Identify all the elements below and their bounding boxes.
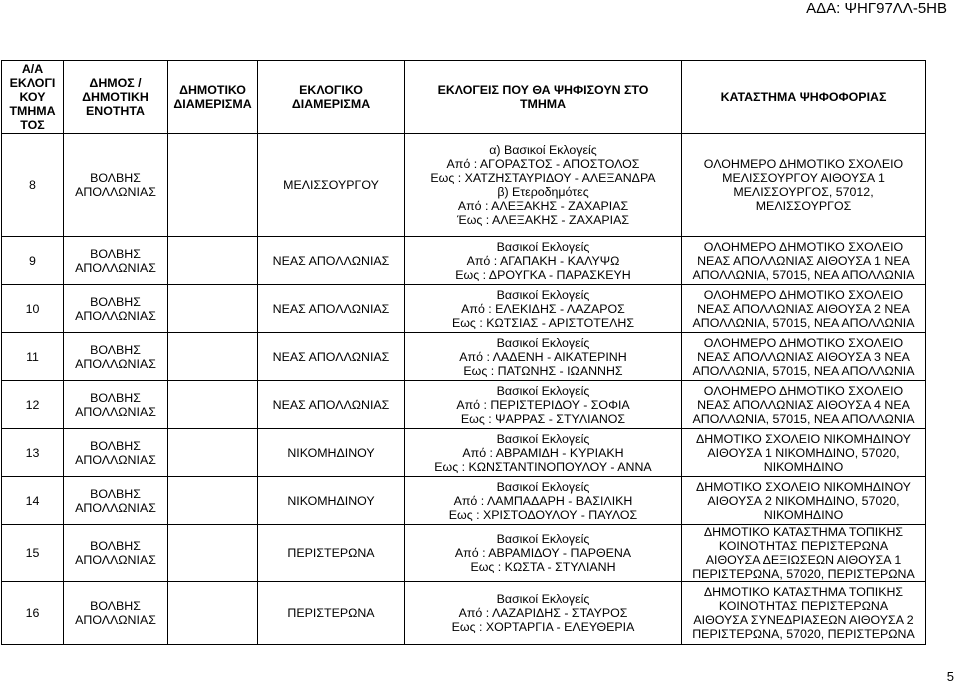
cell-electoral-district: ΜΕΛΙΣΣΟΥΡΓΟΥ [258,134,405,237]
table-row [2,237,926,285]
cell-voters: Βασικοί Εκλογείς Από : ΠΕΡΙΣΤΕΡΙΔΟΥ - ΣΟΦΙΑ Εως : ΨΑΡΡΑΣ - ΣΤΥΛΙΑΝΟΣ [405,381,682,429]
cell-voters: Βασικοί Εκλογείς Από : ΛΑΜΠΑΔΑΡΗ - ΒΑΣΙΛΙΚΗ Εως : ΧΡΙΣΤΟΔΟΥΛΟΥ - ΠΑΥΛΟΣ [405,477,682,525]
cell-electoral-district: ΝΕΑΣ ΑΠΟΛΛΩΝΙΑΣ [258,237,405,285]
cell-municipality: ΒΟΛΒΗΣ ΑΠΟΛΛΩΝΙΑΣ [64,237,168,285]
cell-aa: 12 [2,381,64,429]
cell-aa: 16 [2,582,64,645]
table-row [2,477,926,525]
cell-municipality: ΒΟΛΒΗΣ ΑΠΟΛΛΩΝΙΑΣ [64,285,168,333]
header-municipality: ΔΗΜΟΣ / ΔΗΜΟΤΙΚΗ ΕΝΟΤΗΤΑ [64,61,168,134]
cell-municipal-district [168,525,258,582]
header-municipal-district: ΔΗΜΟΤΙΚΟ ΔΙΑΜΕΡΙΣΜΑ [168,61,258,134]
cell-polling-station: ΔΗΜΟΤΙΚΟ ΣΧΟΛΕΙΟ ΝΙΚΟΜΗΔΙΝΟΥ ΑΙΘΟΥΣΑ 2 ΝΙΚΟΜΗΔΙΝΟ, 57020, ΝΙΚΟΜΗΔΙΝΟ [682,477,926,525]
cell-voters: Βασικοί Εκλογείς Από : ΑΒΡΑΜΙΔΟΥ - ΠΑΡΘΕΝΑ Εως : ΚΩΣΤΑ - ΣΤΥΛΙΑΝΗ [405,525,682,582]
cell-aa: 10 [2,285,64,333]
cell-municipality: ΒΟΛΒΗΣ ΑΠΟΛΛΩΝΙΑΣ [64,429,168,477]
cell-electoral-district: ΝΕΑΣ ΑΠΟΛΛΩΝΙΑΣ [258,333,405,381]
cell-municipality: ΒΟΛΒΗΣ ΑΠΟΛΛΩΝΙΑΣ [64,381,168,429]
cell-municipality: ΒΟΛΒΗΣ ΑΠΟΛΛΩΝΙΑΣ [64,525,168,582]
header-polling-station: ΚΑΤΑΣΤΗΜΑ ΨΗΦΟΦΟΡΙΑΣ [682,61,926,134]
cell-municipal-district [168,477,258,525]
header-aa: Α/Α ΕΚΛΟΓΙ ΚΟΥ ΤΜΗΜΑ ΤΟΣ [2,61,64,134]
cell-voters: Βασικοί Εκλογείς Από : ΑΒΡΑΜΙΔΗ - ΚΥΡΙΑΚΗ Εως : ΚΩΝΣΤΑΝΤΙΝΟΠΟΥΛΟΥ - ΑΝΝΑ [405,429,682,477]
cell-polling-station: ΟΛΟΗΜΕΡΟ ΔΗΜΟΤΙΚΟ ΣΧΟΛΕΙΟ ΝΕΑΣ ΑΠΟΛΛΩΝΙΑΣ ΑΙΘΟΥΣΑ 1 ΝΕΑ ΑΠΟΛΛΩΝΙΑ, 57015, ΝΕΑ ΑΠΟΛΛΩΝΙΑ [682,237,926,285]
cell-electoral-district: ΝΕΑΣ ΑΠΟΛΛΩΝΙΑΣ [258,285,405,333]
cell-polling-station: ΔΗΜΟΤΙΚΟ ΚΑΤΑΣΤΗΜΑ ΤΟΠΙΚΗΣ ΚΟΙΝΟΤΗΤΑΣ ΠΕΡΙΣΤΕΡΩΝΑ ΑΙΘΟΥΣΑ ΔΕΞΙΩΣΕΩΝ ΑΙΘΟΥΣΑ 1 ΠΕΡΙΣΤΕΡΩΝΑ, 57020, ΠΕΡΙΣΤΕΡΩΝΑ [682,525,926,582]
cell-aa: 15 [2,525,64,582]
cell-electoral-district: ΝΙΚΟΜΗΔΙΝΟΥ [258,429,405,477]
cell-voters: α) Βασικοί Εκλογείς Από : ΑΓΟΡΑΣΤΟΣ - ΑΠΟΣΤΟΛΟΣ Εως : ΧΑΤΖΗΣΤΑΥΡΙΔΟΥ - ΑΛΕΞΑΝΔΡΑ β) Ετεροδημότες Από : ΑΛΕΞΑΚΗΣ - ΖΑΧΑΡΙΑΣ Έως : ΑΛΕΞΑΚΗΣ - ΖΑΧΑΡΙΑΣ [405,134,682,237]
cell-aa: 13 [2,429,64,477]
cell-voters: Βασικοί Εκλογείς Από : ΑΓΑΠΑΚΗ - ΚΑΛΥΨΩ Εως : ΔΡΟΥΓΚΑ - ΠΑΡΑΣΚΕΥΗ [405,237,682,285]
cell-municipal-district [168,429,258,477]
table-row [2,134,926,237]
header-electoral-district: ΕΚΛΟΓΙΚΟ ΔΙΑΜΕΡΙΣΜΑ [258,61,405,134]
cell-electoral-district: ΝΙΚΟΜΗΔΙΝΟΥ [258,477,405,525]
polling-stations-table [1,60,926,645]
table-row [2,333,926,381]
cell-voters: Βασικοί Εκλογείς Από : ΕΛΕΚΙΔΗΣ - ΛΑΖΑΡΟΣ Εως : ΚΩΤΣΙΑΣ - ΑΡΙΣΤΟΤΕΛΗΣ [405,285,682,333]
table-row [2,525,926,582]
cell-electoral-district: ΠΕΡΙΣΤΕΡΩΝΑ [258,525,405,582]
table-row [2,381,926,429]
cell-municipal-district [168,582,258,645]
cell-polling-station: ΟΛΟΗΜΕΡΟ ΔΗΜΟΤΙΚΟ ΣΧΟΛΕΙΟ ΜΕΛΙΣΣΟΥΡΓΟΥ ΑΙΘΟΥΣΑ 1 ΜΕΛΙΣΣΟΥΡΓΟΣ, 57012, ΜΕΛΙΣΣΟΥΡΓΟΣ [682,134,926,237]
page-number: 5 [946,669,954,684]
cell-voters: Βασικοί Εκλογείς Από : ΛΑΔΕΝΗ - ΑΙΚΑΤΕΡΙΝΗ Εως : ΠΑΤΩΝΗΣ - ΙΩΑΝΝΗΣ [405,333,682,381]
cell-polling-station: ΔΗΜΟΤΙΚΟ ΣΧΟΛΕΙΟ ΝΙΚΟΜΗΔΙΝΟΥ ΑΙΘΟΥΣΑ 1 ΝΙΚΟΜΗΔΙΝΟ, 57020, ΝΙΚΟΜΗΔΙΝΟ [682,429,926,477]
cell-municipal-district [168,333,258,381]
cell-aa: 11 [2,333,64,381]
cell-voters: Βασικοί Εκλογείς Από : ΛΑΖΑΡΙΔΗΣ - ΣΤΑΥΡΟΣ Εως : ΧΟΡΤΑΡΓΙΑ - ΕΛΕΥΘΕΡΙΑ [405,582,682,645]
cell-polling-station: ΟΛΟΗΜΕΡΟ ΔΗΜΟΤΙΚΟ ΣΧΟΛΕΙΟ ΝΕΑΣ ΑΠΟΛΛΩΝΙΑΣ ΑΙΘΟΥΣΑ 2 ΝΕΑ ΑΠΟΛΛΩΝΙΑ, 57015, ΝΕΑ ΑΠΟΛΛΩΝΙΑ [682,285,926,333]
cell-polling-station: ΔΗΜΟΤΙΚΟ ΚΑΤΑΣΤΗΜΑ ΤΟΠΙΚΗΣ ΚΟΙΝΟΤΗΤΑΣ ΠΕΡΙΣΤΕΡΩΝΑ ΑΙΘΟΥΣΑ ΣΥΝΕΔΡΙΑΣΕΩΝ ΑΙΘΟΥΣΑ 2 ΠΕΡΙΣΤΕΡΩΝΑ, 57020, ΠΕΡΙΣΤΕΡΩΝΑ [682,582,926,645]
table-row [2,429,926,477]
cell-aa: 8 [2,134,64,237]
cell-electoral-district: ΝΕΑΣ ΑΠΟΛΛΩΝΙΑΣ [258,381,405,429]
table-row [2,582,926,645]
cell-electoral-district: ΠΕΡΙΣΤΕΡΩΝΑ [258,582,405,645]
header-voters: ΕΚΛΟΓΕΙΣ ΠΟΥ ΘΑ ΨΗΦΙΣΟΥΝ ΣΤΟ ΤΜΗΜΑ [405,61,682,134]
cell-municipality: ΒΟΛΒΗΣ ΑΠΟΛΛΩΝΙΑΣ [64,134,168,237]
cell-municipality: ΒΟΛΒΗΣ ΑΠΟΛΛΩΝΙΑΣ [64,582,168,645]
cell-municipal-district [168,134,258,237]
cell-municipal-district [168,237,258,285]
header-row [2,61,926,134]
cell-polling-station: ΟΛΟΗΜΕΡΟ ΔΗΜΟΤΙΚΟ ΣΧΟΛΕΙΟ ΝΕΑΣ ΑΠΟΛΛΩΝΙΑΣ ΑΙΘΟΥΣΑ 3 ΝΕΑ ΑΠΟΛΛΩΝΙΑ, 57015, ΝΕΑ ΑΠΟΛΛΩΝΙΑ [682,333,926,381]
cell-aa: 9 [2,237,64,285]
cell-aa: 14 [2,477,64,525]
table-row [2,285,926,333]
cell-municipal-district [168,381,258,429]
cell-municipality: ΒΟΛΒΗΣ ΑΠΟΛΛΩΝΙΑΣ [64,477,168,525]
cell-municipal-district [168,285,258,333]
cell-polling-station: ΟΛΟΗΜΕΡΟ ΔΗΜΟΤΙΚΟ ΣΧΟΛΕΙΟ ΝΕΑΣ ΑΠΟΛΛΩΝΙΑΣ ΑΙΘΟΥΣΑ 4 ΝΕΑ ΑΠΟΛΛΩΝΙΑ, 57015, ΝΕΑ ΑΠΟΛΛΩΝΙΑ [682,381,926,429]
cell-municipality: ΒΟΛΒΗΣ ΑΠΟΛΛΩΝΙΑΣ [64,333,168,381]
ada-code: ΑΔΑ: ΨΗΓ97ΛΛ-5ΗΒ [806,0,947,17]
